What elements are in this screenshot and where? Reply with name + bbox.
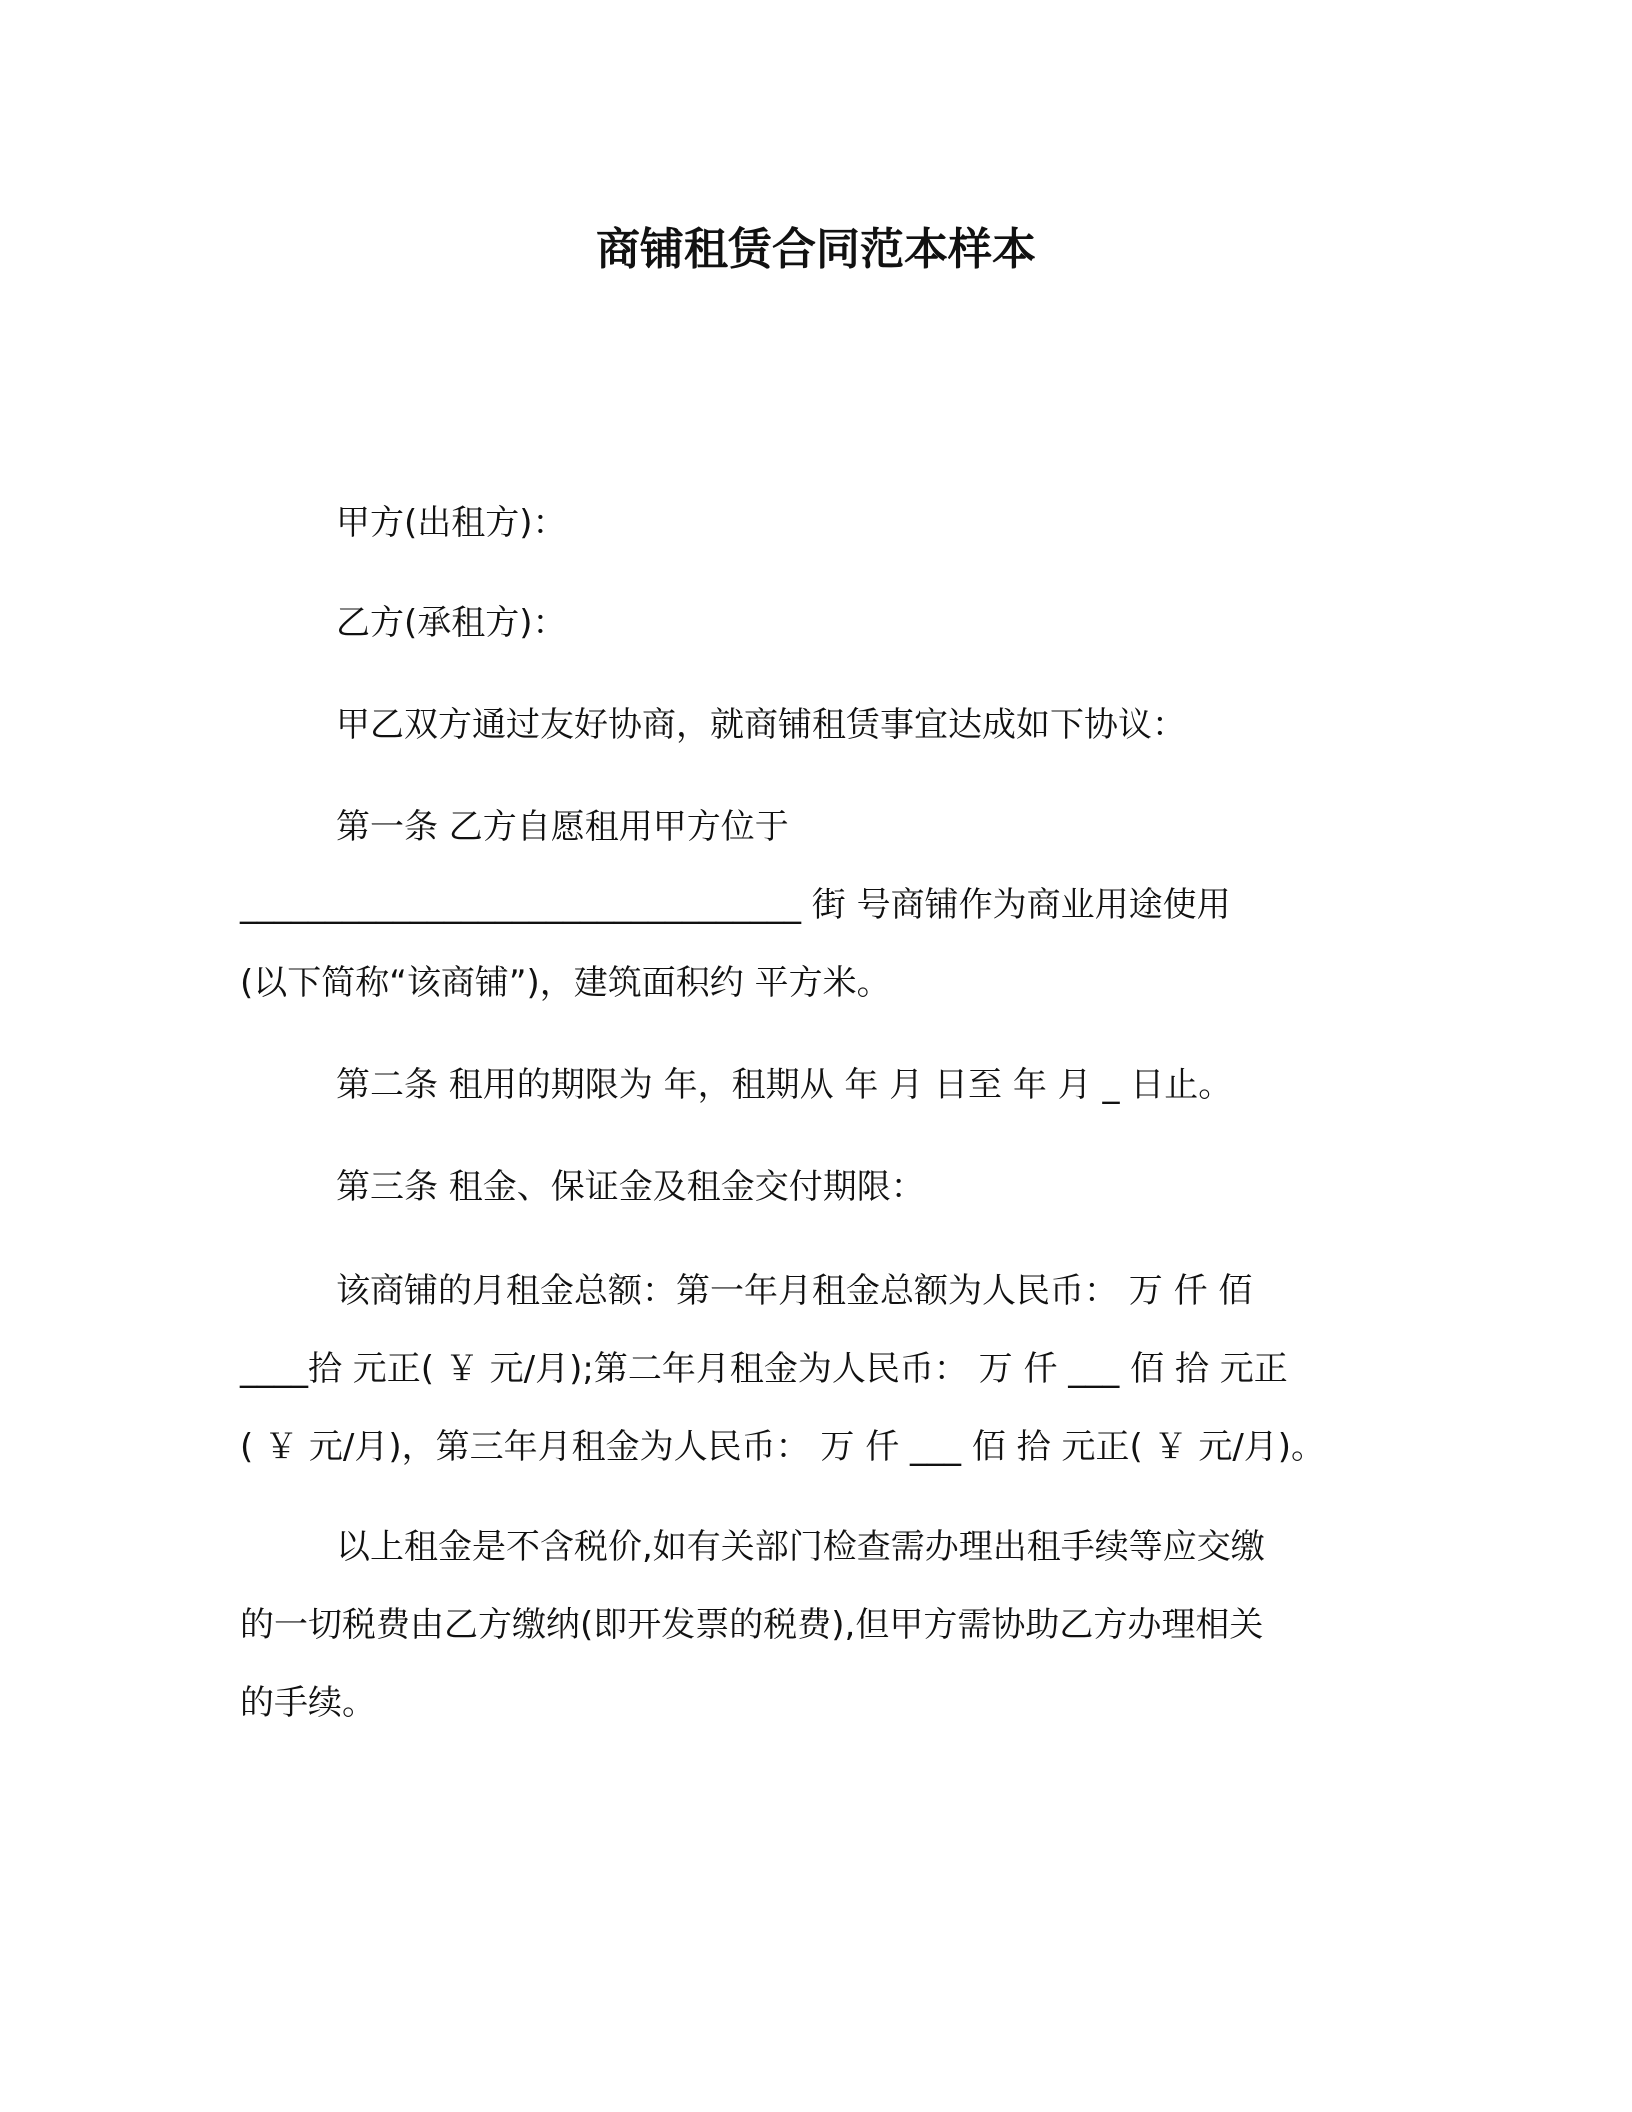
rent-line-1: 该商铺的月租金总额：第一年月租金总额为人民币： 万 仟 佰 [336,1271,1253,1311]
party-a-label [240,484,1390,562]
rent-line-2: ____拾 元正( ￥ 元/月);第二年月租金为人民币： 万 仟 ___ 佰 拾 元正 [240,1349,1288,1389]
party-b-label [240,584,1390,662]
rent-line-3: ( ￥ 元/月)，第三年月租金为人民币： 万 仟 ___ 佰 拾 元正( ￥ 元/月)。 [240,1427,1326,1467]
article-3-heading-paragraph [240,1148,1390,1226]
preamble-text: 甲乙双方通过友好协商，就商铺租赁事宜达成如下协议： [336,705,1186,745]
article-1-line-2: _________________________________ 街 号商铺作为商业用途使用 [240,885,1231,925]
article-1-line-3: (以下简称“该商铺”)，建筑面积约 平方米。 [240,963,891,1003]
article-2-paragraph [240,1046,1390,1124]
party-a-text: 甲方(出租方)： [336,503,567,543]
party-b-text: 乙方(承租方)： [336,603,567,643]
tax-paragraph [240,1508,1390,1742]
preamble-paragraph [240,686,1390,764]
tax-line-1: 以上租金是不含税价,如有关部门检查需办理出租手续等应交缴 [336,1527,1265,1567]
article-1-line-1: 第一条 乙方自愿租用甲方位于 [336,807,789,847]
tax-line-3: 的手续。 [240,1683,376,1723]
article-1-paragraph [240,788,1390,1022]
article-3-heading: 第三条 租金、保证金及租金交付期限： [336,1167,925,1207]
rent-paragraph [240,1252,1390,1486]
tax-line-2: 的一切税费由乙方缴纳(即开发票的税费),但甲方需协助乙方办理相关 [240,1605,1264,1645]
article-2-text: 第二条 租用的期限为 年，租期从 年 月 日至 年 月 _ 日止。 [336,1065,1233,1105]
document-title: 商铺租赁合同范本样本 [596,224,1036,275]
